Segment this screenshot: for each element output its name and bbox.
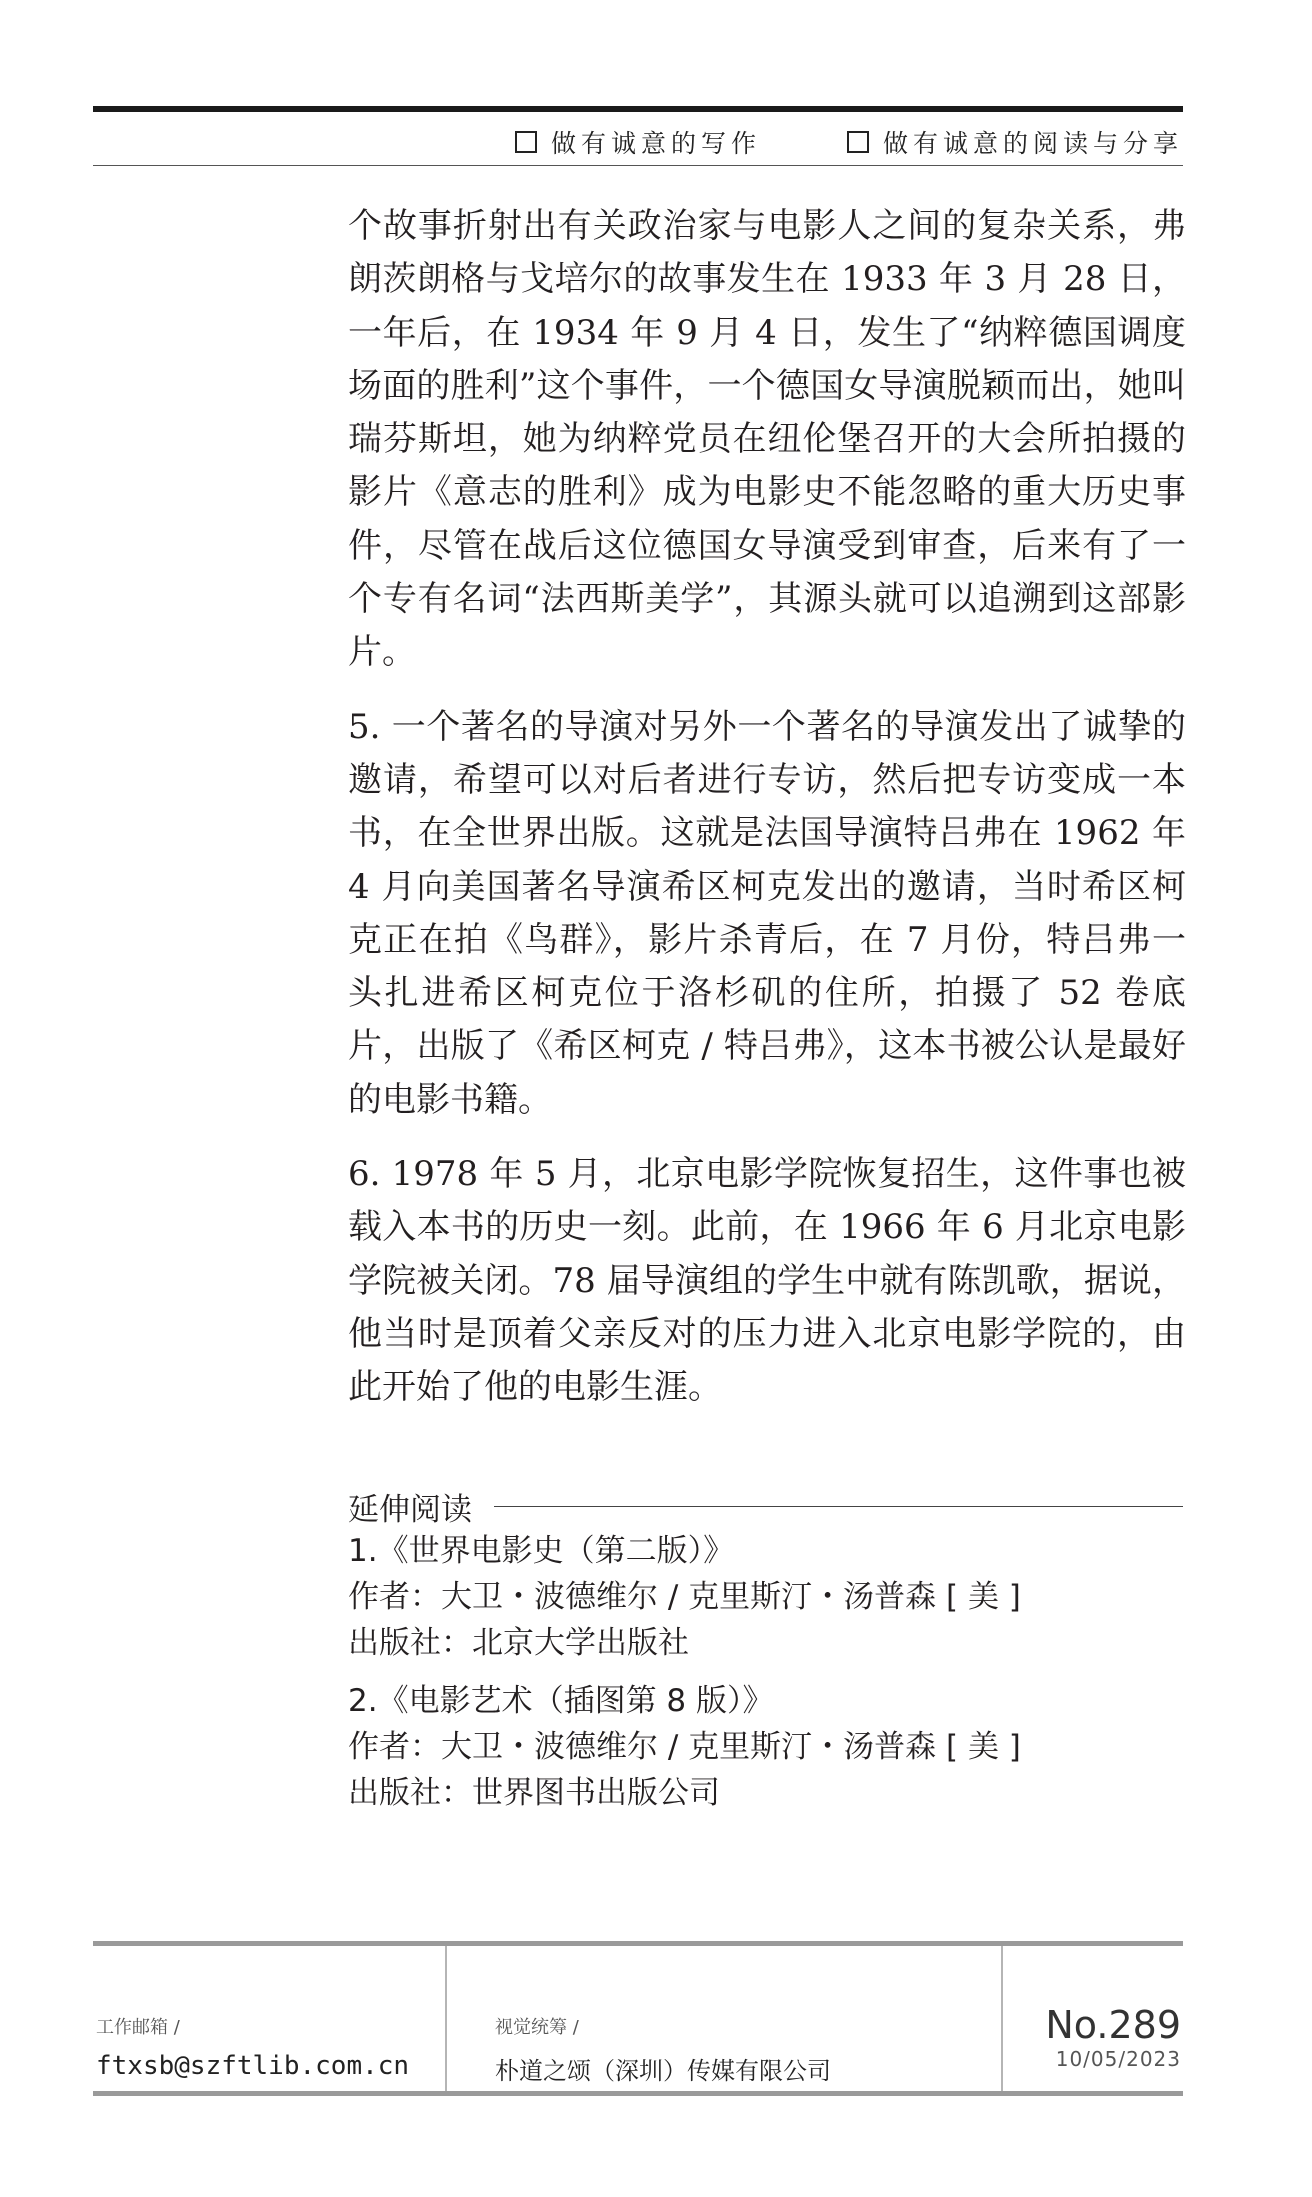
email-label: 工作邮箱 / [96,2017,180,2038]
footer-top-rule [93,1941,1183,1946]
header-item-label: 做有诚意的写作 [550,129,761,158]
design-label: 视觉统筹 / [495,2017,579,2038]
header-item-reading [847,124,1183,160]
header-item-label: 做有诚意的阅读与分享 [882,129,1183,158]
book-author: 作者：大卫・波德维尔 / 克里斯汀・汤普森 [ 美 ] [348,1729,1021,1765]
footer-design-block [495,2013,831,2086]
extended-reading-header [348,1486,1183,1526]
book-title: 2.《电影艺术（插图第 8 版）》 [348,1683,774,1719]
book-publisher: 出版社：世界图书出版公司 [348,1775,720,1811]
checkbox-square-icon [515,131,537,153]
issue-number: No.289 [1045,2003,1181,2047]
email-address[interactable]: ftxsb@szftlib.com.cn [96,2051,410,2081]
book-entry [348,1678,1183,1816]
issue-date: 10/05/2023 [1055,2047,1181,2071]
header-item-writing [515,124,761,160]
article-body [348,200,1186,1415]
paragraph: 5. 一个著名的导演对另外一个著名的导演发出了诚挚的邀请，希望可以对后者进行专访，然后把专访变成一本书，在全世界出版。这就是法国导演特吕弗在 1962 年 4 月向美国著名导演希区柯克发出的邀请，当时希区柯克正在拍《鸟群》，影片杀青后，在 7 月份，特吕弗一头扎进希区柯克位于洛杉矶的住所，拍摄了 52 卷底片，出版了《希区柯克 / 特吕弗》，这本书被公认是最好的电影书籍。 [348,706,1186,1120]
checkbox-square-icon [847,131,869,153]
page-header [93,124,1183,160]
footer-bottom-rule [93,2091,1183,2096]
extended-reading [348,1486,1183,1816]
extended-reading-title: 延伸阅读 [348,1491,472,1528]
book-entry [348,1528,1183,1666]
extended-reading-rule [494,1506,1183,1507]
footer-email-block [96,2013,409,2081]
book-author: 作者：大卫・波德维尔 / 克里斯汀・汤普森 [ 美 ] [348,1579,1021,1615]
paragraph: 6. 1978 年 5 月，北京电影学院恢复招生，这件事也被载入本书的历史一刻。此前，在 1966 年 6 月北京电影学院被关闭。78 届导演组的学生中就有陈凯歌，据说，他当时是顶着父亲反对的压力进入北京电影学院的，由此开始了他的电影生涯。 [348,1154,1186,1408]
top-rule [93,106,1183,112]
issue-block [981,2005,1181,2071]
footer-divider [445,1946,447,2091]
header-divider [93,165,1183,166]
design-company: 朴道之颂（深圳）传媒有限公司 [495,2057,831,2085]
book-title: 1.《世界电影史（第二版）》 [348,1533,735,1569]
book-publisher: 出版社：北京大学出版社 [348,1625,689,1661]
paragraph: 个故事折射出有关政治家与电影人之间的复杂关系，弗朗茨朗格与戈培尔的故事发生在 1933 年 3 月 28 日，一年后，在 1934 年 9 月 4 日，发生了“纳粹德国调度场面的胜利”这个事件，一个德国女导演脱颖而出，她叫瑞芬斯坦，她为纳粹党员在纽伦堡召开的大会所拍摄的影片《意志的胜利》成为电影史不能忽略的重大历史事件，尽管在战后这位德国女导演受到审查，后来有了一个专有名词“法西斯美学”，其源头就可以追溯到这部影片。 [348,206,1186,673]
